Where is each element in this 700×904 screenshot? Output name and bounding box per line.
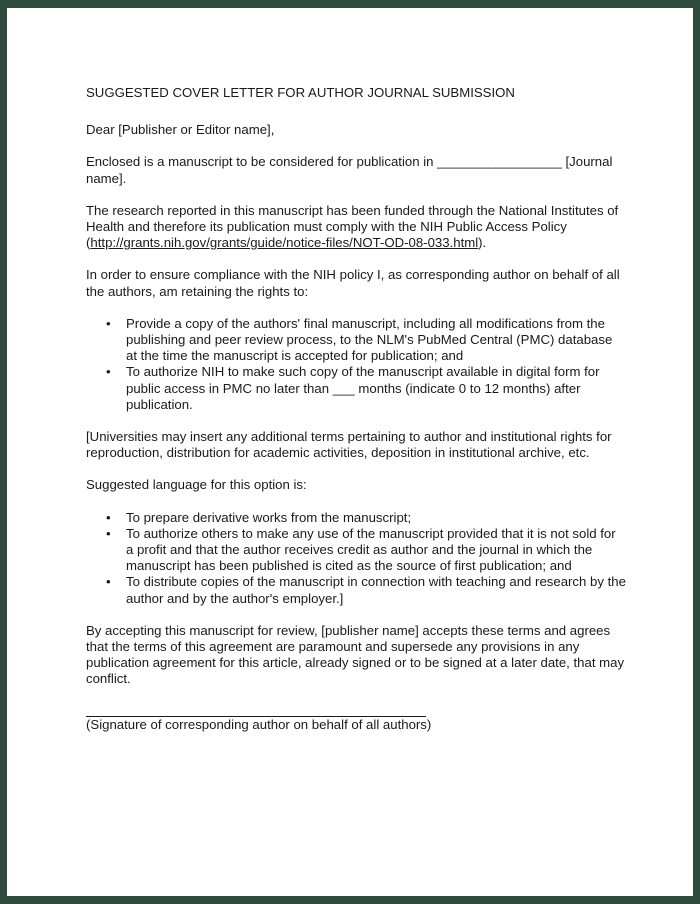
paragraph-accepting: By accepting this manuscript for review, [publisher name] accepts these terms and agrees that the terms of this agreement are paramount and supersede any provisions in any publication agreement for this article, already signed or to be signed at a later date, that may conflict.: [86, 622, 625, 687]
rights-list: [86, 316, 626, 413]
bullet-icon: •: [106, 525, 111, 541]
paragraph-suggested: Suggested language for this option is:: [86, 477, 307, 493]
list-item: • Provide a copy of the authors' final manuscript, including all modifications from the publishing and peer review process, to the NLM's PubMed Central (PMC) database at the time the manuscript is accepted for publication; and: [106, 315, 613, 364]
option-list: [86, 510, 626, 607]
paragraph-universities: [Universities may insert any additional terms pertaining to author and institutional rights for reproduction, distribution for academic activities, deposition in institutional archive, etc.: [86, 429, 612, 461]
list-item: • To authorize others to make any use of the manuscript provided that it is not sold for a profit and that the author receives credit as author and the journal in which the manuscript has been published is cited as the source of first publication; and: [106, 525, 616, 574]
list-item: • To distribute copies of the manuscript in connection with teaching and research by the author and by the author's employer.]: [106, 574, 626, 606]
paragraph-compliance: In order to ensure compliance with the NIH policy I, as corresponding author on behalf of all the authors, am retaining the rights to:: [86, 267, 620, 299]
document-page: [7, 8, 693, 896]
bullet-icon: •: [106, 574, 111, 590]
bullet-icon: •: [106, 509, 111, 525]
letter-body: [86, 85, 626, 733]
list-item: • To authorize NIH to make such copy of the manuscript available in digital form for public access in PMC no later than ___ months (indicate 0 to 12 months) after publication.: [106, 364, 600, 412]
policy-link[interactable]: http://grants.nih.gov/grants/guide/notice-files/NOT-OD-08-033.html: [90, 235, 479, 251]
bullet-icon: •: [106, 315, 111, 331]
signature-caption: (Signature of corresponding author on behalf of all authors): [86, 716, 432, 732]
list-item: • To prepare derivative works from the manuscript;: [106, 509, 412, 525]
paragraph-research: [86, 203, 626, 252]
research-text-end: ).: [478, 235, 487, 251]
signature-line: [86, 704, 426, 717]
paragraph-enclosed: Enclosed is a manuscript to be considered for publication in _________________ [Journal name].: [86, 154, 613, 186]
salutation: Dear [Publisher or Editor name],: [86, 122, 275, 138]
document-title: SUGGESTED COVER LETTER FOR AUTHOR JOURNAL SUBMISSION: [86, 85, 515, 100]
bullet-icon: •: [106, 364, 111, 380]
research-text: The research reported in this manuscript has been funded through the National Institutes of Health and therefore its publication must comply with the NIH Public Access Policy (: [86, 202, 619, 251]
